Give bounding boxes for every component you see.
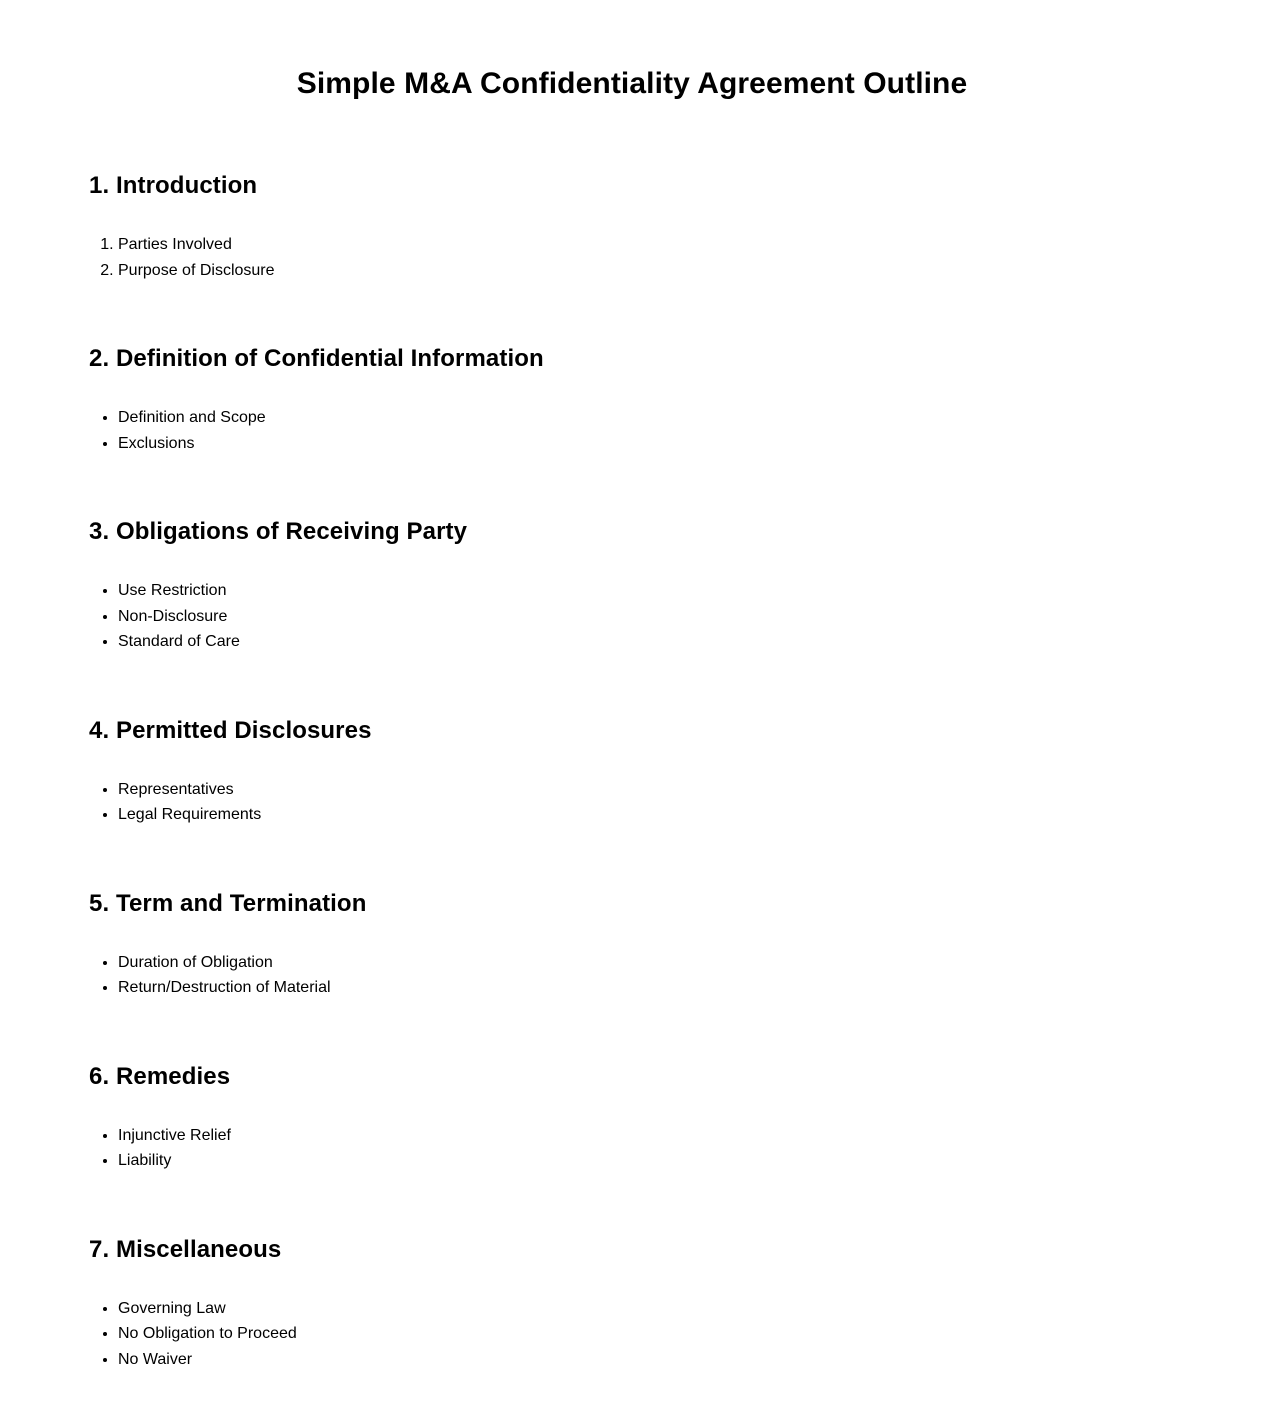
- list-item: • Exclusions: [118, 431, 1175, 457]
- section-spacer: [89, 283, 1175, 344]
- section-heading-4: 4. Permitted Disclosures: [89, 716, 372, 744]
- heading-list-spacer: [89, 919, 1175, 950]
- list-item: • Governing Law: [118, 1296, 1175, 1322]
- section-spacer: [89, 456, 1175, 517]
- list-item: • No Waiver: [118, 1347, 1175, 1373]
- list-item: • Return/Destruction of Material: [118, 975, 1175, 1001]
- list-item: • Use Restriction: [118, 578, 1175, 604]
- outline-section-1: [89, 171, 1175, 283]
- section-heading-5: 5. Term and Termination: [89, 889, 367, 917]
- outline-section-4: [89, 716, 1175, 828]
- list-item: • Standard of Care: [118, 629, 1175, 655]
- outline-section-3: [89, 517, 1175, 655]
- list-item: • No Obligation to Proceed: [118, 1321, 1175, 1347]
- list-item: 1. Parties Involved: [118, 232, 1175, 258]
- list-item: 2. Purpose of Disclosure: [118, 258, 1175, 284]
- sections-container: [89, 171, 1175, 1372]
- section-heading-3: 3. Obligations of Receiving Party: [89, 518, 468, 545]
- heading-list-spacer: [89, 374, 1175, 405]
- section-item-list-2: [89, 405, 1175, 456]
- document-body: [89, 0, 1175, 1372]
- section-heading-1: 1. Introduction: [89, 172, 258, 199]
- heading-list-spacer: [89, 1092, 1175, 1123]
- outline-section-7: [89, 1235, 1175, 1373]
- outline-section-2: [89, 344, 1175, 456]
- section-item-list-6: [89, 1123, 1175, 1174]
- section-spacer: [89, 655, 1175, 716]
- section-item-list-3: [89, 578, 1175, 655]
- section-heading-6: 6. Remedies: [89, 1062, 231, 1090]
- outline-section-5: [89, 889, 1175, 1001]
- section-spacer: [89, 1174, 1175, 1235]
- outline-section-6: [89, 1062, 1175, 1174]
- list-item: • Representatives: [118, 777, 1175, 803]
- list-item: • Legal Requirements: [118, 802, 1175, 828]
- heading-list-spacer: [89, 746, 1175, 777]
- section-heading-2: 2. Definition of Confidential Information: [89, 345, 544, 372]
- section-item-list-1: [89, 232, 1175, 283]
- heading-list-spacer: [89, 201, 1175, 232]
- section-item-list-5: [89, 950, 1175, 1001]
- page-title: Simple M&A Confidentiality Agreement Outline: [296, 67, 968, 100]
- title-spacer: [89, 102, 1175, 171]
- section-item-list-7: [89, 1296, 1175, 1373]
- list-item: • Liability: [118, 1148, 1175, 1174]
- section-heading-7: 7. Miscellaneous: [89, 1235, 282, 1263]
- list-item: • Definition and Scope: [118, 405, 1175, 431]
- section-item-list-4: [89, 777, 1175, 828]
- section-spacer: [89, 828, 1175, 889]
- list-item: • Duration of Obligation: [118, 950, 1175, 976]
- list-item: • Non-Disclosure: [118, 604, 1175, 630]
- section-spacer: [89, 1001, 1175, 1062]
- heading-list-spacer: [89, 1265, 1175, 1296]
- list-item: • Injunctive Relief: [118, 1123, 1175, 1149]
- heading-list-spacer: [89, 547, 1175, 578]
